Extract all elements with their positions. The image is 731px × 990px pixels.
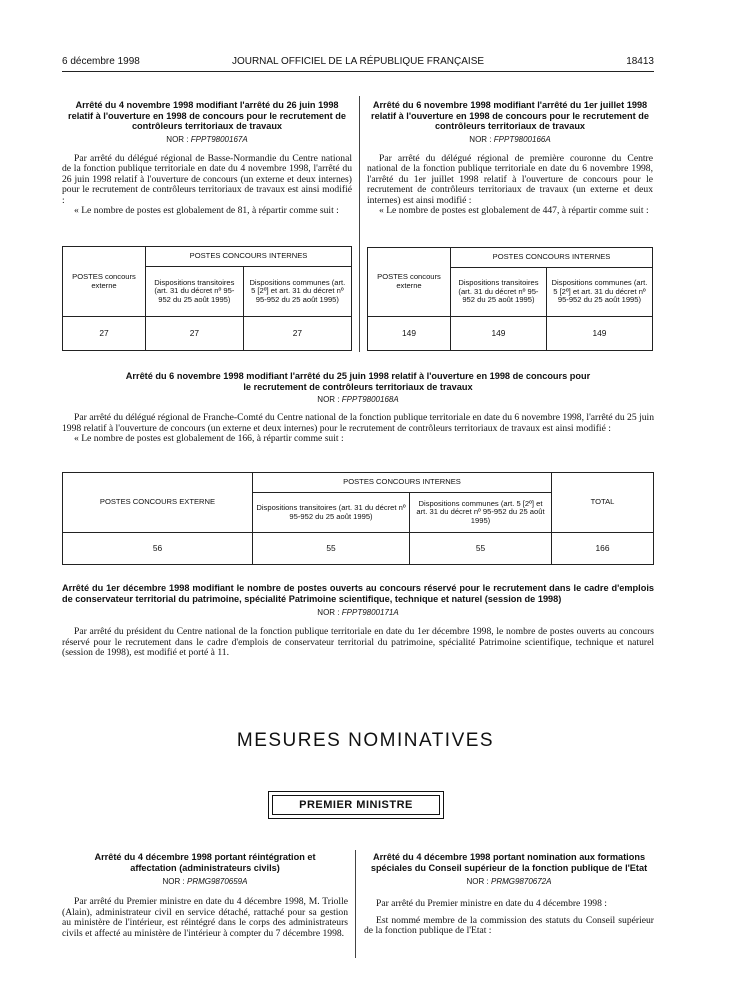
article-5 <box>62 852 348 939</box>
posts-table-1 <box>62 246 352 351</box>
nor-label: NOR : <box>317 608 340 617</box>
col-transitoires-header: Dispositions transitoires (art. 31 du décret nº 95-952 du 25 août 1995) <box>146 267 244 317</box>
article-paragraph: Par arrêté du Premier ministre en date du 4 décembre 1998, M. Triolle (Alain), administrateur civil en service détaché, rattaché pour sa gestion au ministère de l'intérieur, est réintégré dans le corps des administrateurs civils et affecté au ministère de l'intérieur à compter du 7 décembre 1998. <box>62 896 348 939</box>
article-title: Arrêté du 1er décembre 1998 modifiant le nombre de postes ouverts au concours réservé pour le recrutement dans le cadre d'emplois de conservateur territorial du patrimoine, spécialité Patrimoine scientifique, technique et naturel (session de 1998) <box>62 583 654 604</box>
nor-code: FPPT9800166A <box>493 134 551 144</box>
nor-line <box>62 608 654 617</box>
table-cell: 56 <box>63 533 253 565</box>
nor-line <box>367 135 653 144</box>
col-transitoires-header: Dispositions transitoires (art. 31 du décret nº 95-952 du 25 août 1995) <box>253 493 410 533</box>
col-external-header: POSTES concours externe <box>63 247 146 317</box>
article-title: Arrêté du 6 novembre 1998 modifiant l'arrêté du 1er juillet 1998 relatif à l'ouverture en 1998 de concours pour le recrutement de contrôleurs territoriaux de travaux <box>371 100 649 131</box>
article-2 <box>367 100 653 217</box>
header-date: 6 décembre 1998 <box>62 56 140 67</box>
nor-line <box>62 877 348 886</box>
group-header: POSTES CONCOURS INTERNES <box>253 473 552 493</box>
table-cell: 27 <box>146 317 244 351</box>
article-paragraph: Par arrêté du délégué régional de Franche-Comté du Centre national de la fonction publique territoriale en date du 6 novembre 1998, l'arrêté du 25 juin 1998 relatif à l'ouverture de concours (un externe et deux internes) pour le recrutement de contrôleurs territoriaux de travaux est ainsi modifié : <box>62 412 654 434</box>
article-paragraph: « Le nombre de postes est globalement de 81, à répartir comme suit : <box>74 205 339 216</box>
article-title: Arrêté du 6 novembre 1998 modifiant l'arrêté du 25 juin 1998 relatif à l'ouverture en 1998 de concours pour le recrutement de contrôleurs territoriaux de travaux <box>125 371 591 392</box>
col-total-header: TOTAL <box>552 473 654 533</box>
nor-code: PRMG9870659A <box>186 877 248 886</box>
column-divider <box>359 96 360 352</box>
nor-label: NOR : <box>469 134 492 144</box>
posts-table-2 <box>367 247 653 351</box>
nor-label: NOR : <box>166 134 189 144</box>
nor-label: NOR : <box>162 877 185 886</box>
col-external-header: POSTES CONCOURS EXTERNE <box>63 473 253 533</box>
nor-label: NOR : <box>317 395 340 404</box>
table-cell: 149 <box>368 317 451 351</box>
page-header <box>62 56 654 72</box>
table-cell: 27 <box>243 317 351 351</box>
article-4 <box>62 583 654 659</box>
group-header: POSTES CONCOURS INTERNES <box>146 247 352 267</box>
col-transitoires-header: Dispositions transitoires (art. 31 du décret nº 95-952 du 25 août 1995) <box>451 268 547 317</box>
article-paragraph: Par arrêté du délégué régional de Basse-Normandie du Centre national de la fonction publique territoriale en date du 4 novembre 1998, l'arrêté du 26 juin 1998 relatif à l'ouverture de concours (un externe et deux internes) pour le recrutement de contrôleurs territoriaux de travaux est ainsi modifié : <box>62 152 352 206</box>
nor-line <box>62 395 654 404</box>
table-cell: 55 <box>410 533 552 565</box>
table-cell: 149 <box>546 317 652 351</box>
col-communes-header: Dispositions communes (art. 5 [2º] et art. 31 du décret nº 95-952 du 25 août 1995) <box>243 267 351 317</box>
table-cell: 55 <box>253 533 410 565</box>
ministry-box <box>268 791 444 819</box>
table-cell: 149 <box>451 317 547 351</box>
posts-table-3 <box>62 472 654 565</box>
group-header: POSTES CONCOURS INTERNES <box>451 248 653 268</box>
article-paragraph: Par arrêté du président du Centre national de la fonction publique territoriale en date du 1er décembre 1998, le nombre de postes ouverts au concours réservé pour le recrutement dans le cadre d'emplois de conservateur territorial du patrimoine, spécialité Patrimoine scientifique, technique et naturel (session de 1998), est modifié et porté à 11. <box>62 626 654 658</box>
column-divider <box>355 850 356 958</box>
article-paragraph: « Le nombre de postes est globalement de 447, à répartir comme suit : <box>379 205 649 216</box>
ministry-label: PREMIER MINISTRE <box>272 795 440 815</box>
article-paragraph: « Le nombre de postes est globalement de 166, à répartir comme suit : <box>74 433 344 444</box>
article-3 <box>62 371 654 445</box>
article-paragraph: Par arrêté du Premier ministre en date du 4 décembre 1998 : <box>376 898 607 909</box>
article-title: Arrêté du 4 novembre 1998 modifiant l'arrêté du 26 juin 1998 relatif à l'ouverture en 1998 de concours pour le recrutement de contrôleurs territoriaux de travaux <box>68 100 346 131</box>
article-1 <box>62 100 352 217</box>
article-title: Arrêté du 4 décembre 1998 portant nomination aux formations spéciales du Conseil supérieur de la fonction publique de l'Etat <box>370 852 648 873</box>
nor-line <box>364 877 654 886</box>
article-title: Arrêté du 4 décembre 1998 portant réintégration et affectation (administrateurs civils) <box>94 852 316 873</box>
article-6 <box>364 852 654 937</box>
nor-label: NOR : <box>466 877 489 886</box>
col-communes-header: Dispositions communes (art. 5 [2º] et art. 31 du décret nº 95-952 du 25 août 1995) <box>410 493 552 533</box>
nor-line <box>62 135 352 144</box>
header-rule <box>62 71 654 72</box>
article-paragraph: Est nommé membre de la commission des statuts du Conseil supérieur de la fonction publique de l'Etat : <box>364 914 654 936</box>
journal-title: JOURNAL OFFICIEL DE LA RÉPUBLIQUE FRANÇAISE <box>231 56 485 67</box>
table-cell: 27 <box>63 317 146 351</box>
article-paragraph: Par arrêté du délégué régional de première couronne du Centre national de la fonction publique territoriale en date du 6 novembre 1998, l'arrêté du 1er juillet 1998 relatif à l'ouverture de concours pour le recrutement de contrôleurs territoriaux de travaux (un externe et deux internes) est ainsi modifié : <box>367 152 653 206</box>
col-communes-header: Dispositions communes (art. 5 [2º] et art. 31 du décret nº 95-952 du 25 août 1995) <box>546 268 652 317</box>
nor-code: FPPT9800168A <box>341 395 399 404</box>
page-number: 18413 <box>626 56 654 67</box>
section-heading: MESURES NOMINATIVES <box>236 730 495 751</box>
nor-code: FPPT9800167A <box>190 134 248 144</box>
nor-code: FPPT9800171A <box>341 608 399 617</box>
nor-code: PRMG9870672A <box>490 877 552 886</box>
table-cell: 166 <box>552 533 654 565</box>
col-external-header: POSTES concours externe <box>368 248 451 317</box>
